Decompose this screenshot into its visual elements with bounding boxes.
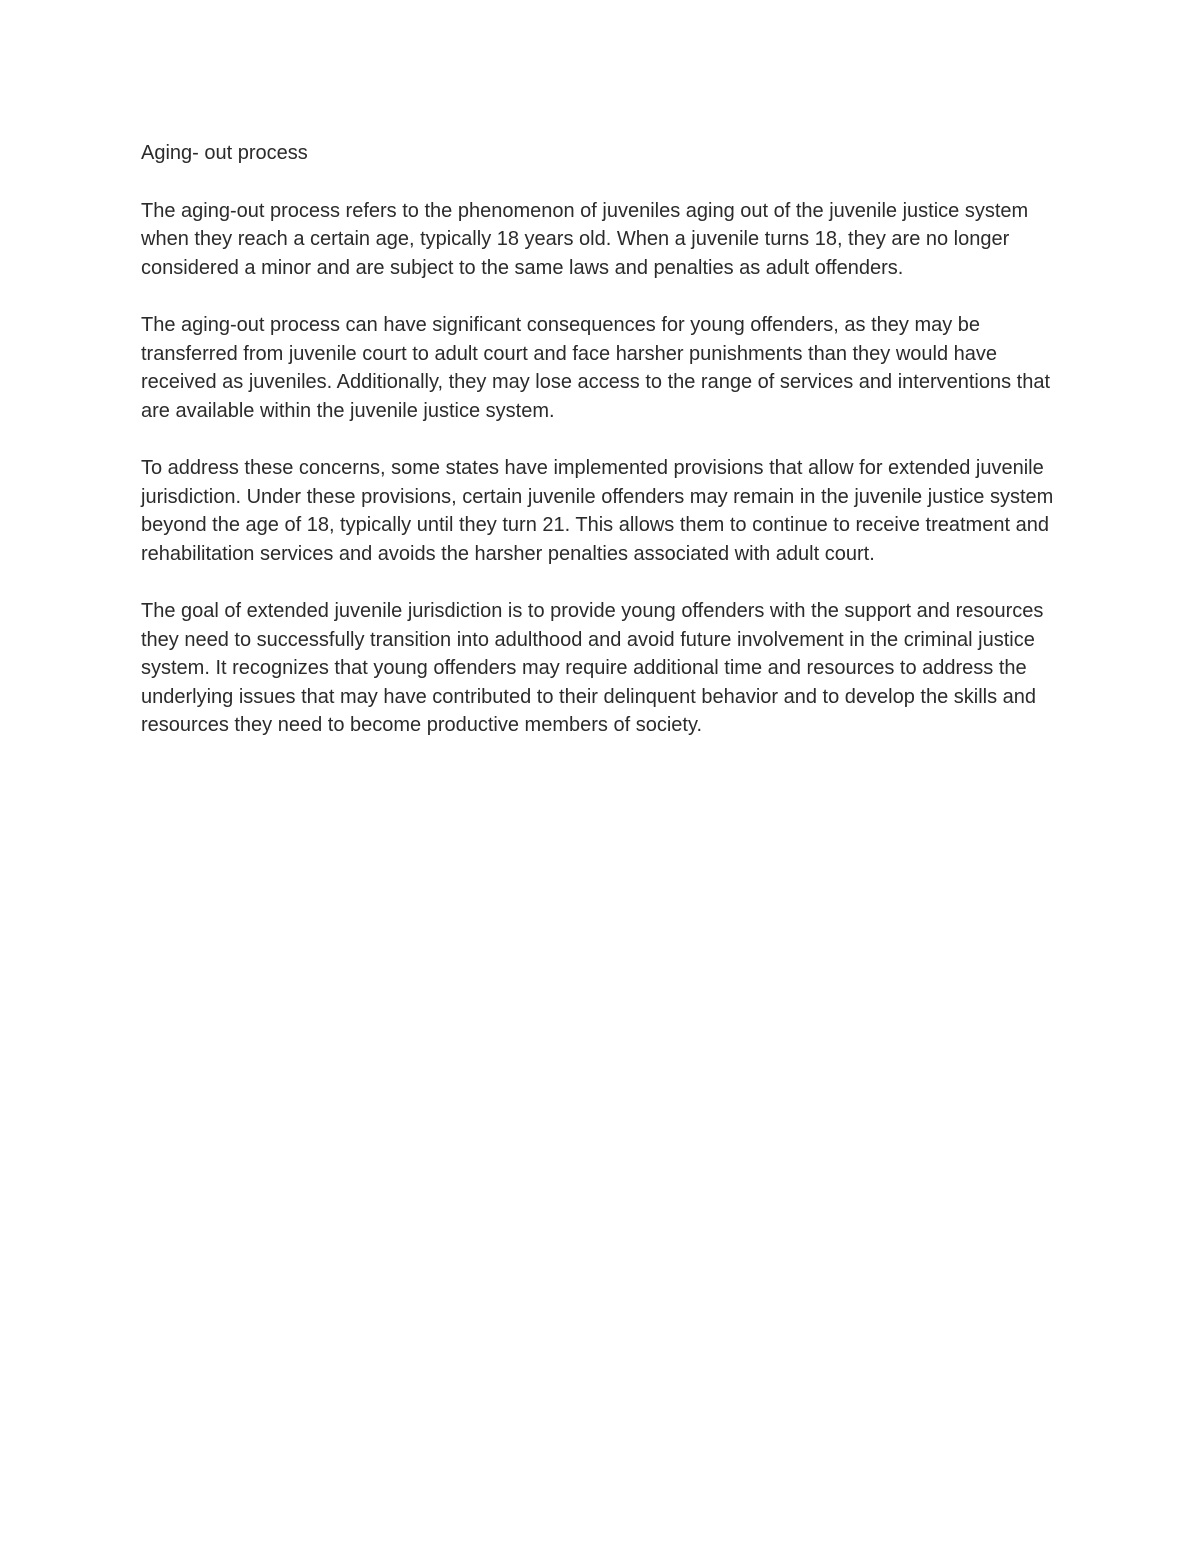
document-title: Aging- out process — [141, 142, 308, 164]
paragraph: The aging-out process refers to the phenomenon of juveniles aging out of the juvenile justice system when they reach a certain age, typically 18 years old. When a juvenile turns 18, they are no longer considered a minor and are subject to the same laws and penalties as adult offenders. — [141, 199, 1029, 279]
document-body — [141, 139, 1071, 769]
paragraph: The goal of extended juvenile jurisdiction is to provide young offenders with the support and resources they need to successfully transition into adulthood and avoid future involvement in the criminal justice system. It recognizes that young offenders may require additional time and resources to address the underlying issues that may have contributed to their delinquent behavior and to develop the skills and resources they need to become productive members of society. — [141, 600, 1044, 736]
paragraph: The aging-out process can have significant consequences for young offenders, as they may be transferred from juvenile court to adult court and face harsher punishments than they would have received as juveniles. Additionally, they may lose access to the range of services and interventions that are available within the juvenile justice system. — [141, 314, 1051, 422]
paragraph: To address these concerns, some states have implemented provisions that allow for extended juvenile jurisdiction. Under these provisions, certain juvenile offenders may remain in the juvenile justice system beyond the age of 18, typically until they turn 21. This allows them to continue to receive treatment and rehabilitation services and avoids the harsher penalties associated with adult court. — [141, 457, 1054, 565]
